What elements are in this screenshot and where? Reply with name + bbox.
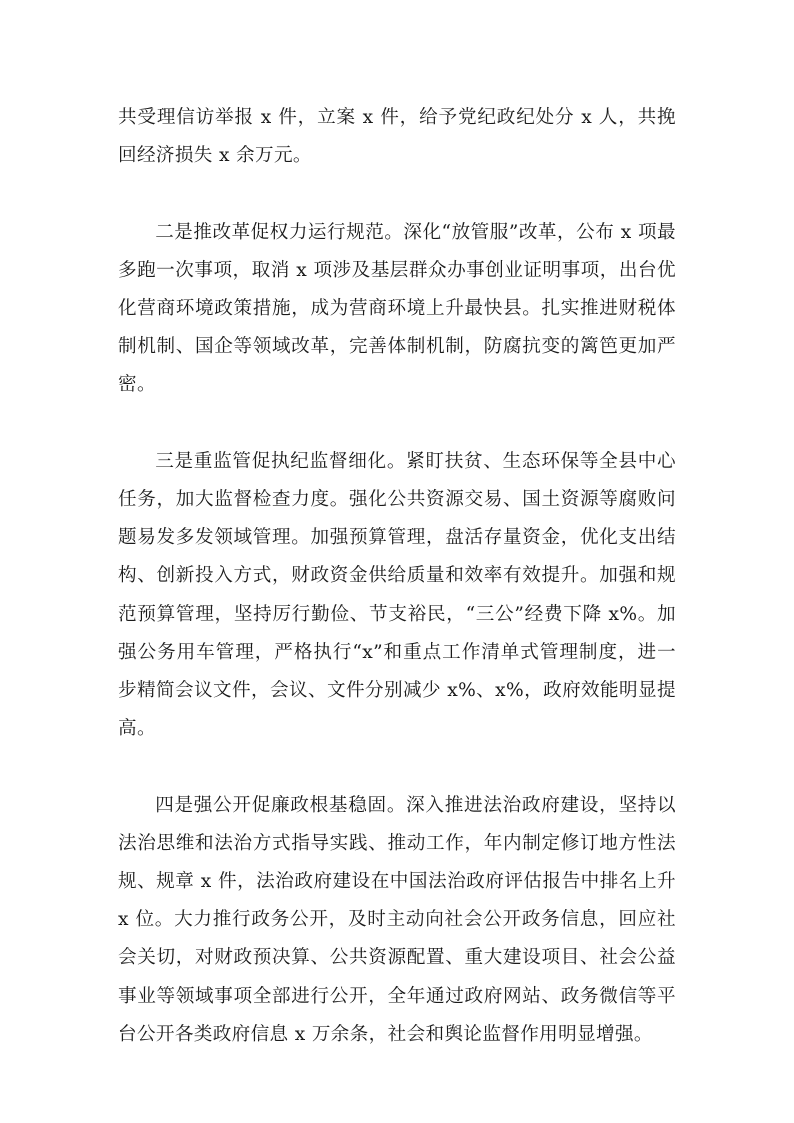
paragraph-openness: 四是强公开促廉政根基稳固。深入推进法治政府建设，坚持以法治思维和法治方式指导实践、推动工作，年内制定修订地方性法规、规章 x 件，法治政府建设在中国法治政府评估报告中排名上升 x 位。大力推行政务公开，及时主动向社会公开政务信息，回应社会关切，对财政预决算、公共资源配置、重大建设项目、社会公益事业等领域事项全部进行公开，全年通过政府网站、政务微信等平台公开各类政府信息 x 万余条，社会和舆论监督作用明显增强。 [118,794,676,1045]
paragraph-reform: 二是推改革促权力运行规范。深化“放管服”改革，公布 x 项最多跑一次事项，取消 x 项涉及基层群众办事创业证明事项，出台优化营商环境政策措施，成为营商环境上升最快县。扎实推进财税体制机制、国企等领域改革，完善体制机制，防腐抗变的篱笆更加严密。 [118,221,676,396]
paragraph-supervision: 三是重监管促执纪监督细化。紧盯扶贫、生态环保等全县中心任务，加大监督检查力度。强化公共资源交易、国土资源等腐败问题易发多发领域管理。加强预算管理，盘活存量资金，优化支出结构、创新投入方式，财政资金供给质量和效率有效提升。加强和规范预算管理，坚持厉行勤俭、节支裕民，“三公”经费下降 x%。加强公务用车管理，严格执行“x”和重点工作清单式管理制度，进一步精简会议文件，会议、文件分别减少 x%、x%，政府效能明显提高。 [118,450,676,740]
paragraph-continuation: 共受理信访举报 x 件，立案 x 件，给予党纪政纪处分 x 人，共挽回经济损失 x 余万元。 [118,107,676,167]
document-body [118,99,676,1054]
